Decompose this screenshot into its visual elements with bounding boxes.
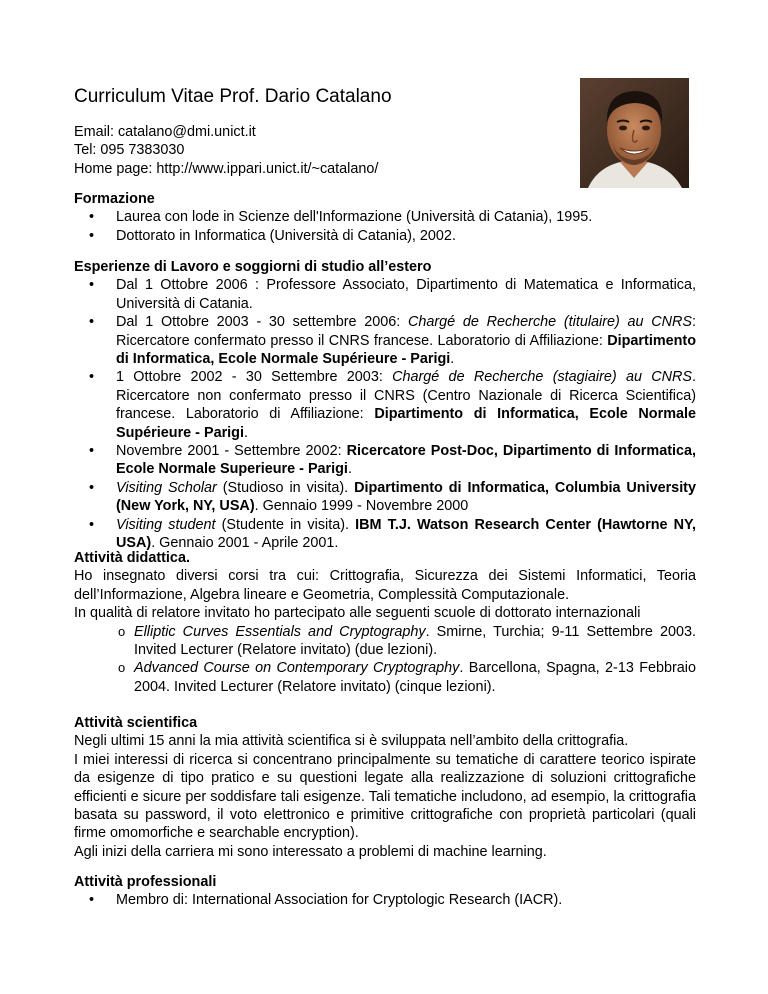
list-item [74,313,696,368]
formazione-list [74,208,696,245]
list-item [74,479,696,516]
text-run: Ricercatore Post-Doc, Dipartimento di Informatica, Ecole Normale Superieure - Parigi [116,443,696,478]
text-run: Elliptic Curves Essentials and Cryptography [134,623,426,640]
didattica-paragraph: Ho insegnato diversi corsi tra cui: Crittografia, Sicurezza dei Sistemi Informatici, Teoria dell’Informazione, Algebra lineare e Geometria, Complessità Computazionale. [74,568,696,603]
list-item [74,442,696,479]
esperienze-list [74,276,696,552]
text-run: 1 Ottobre 2002 - 30 Settembre 2003: [116,369,393,386]
text-run: Visiting Scholar [116,479,217,496]
didattica-heading: Attività didattica. [74,550,190,566]
text-run: Dal 1 Ottobre 2006 : Professore Associato, Dipartimento di Matematica e Informatica, Università di Catania. [116,277,696,312]
text-run: . Gennaio 1999 - Novembre 2000 [254,498,469,515]
text-run: . Gennaio 2001 - Aprile 2001. [151,535,339,552]
didattica-section [74,549,696,696]
list-item: • Laurea con lode in Scienze dell'Informazione (Università di Catania), 1995. [74,208,696,226]
esperienze-heading: Esperienze di Lavoro e soggiorni di studio all’estero [74,259,432,275]
list-item [74,659,696,696]
list-item [74,516,696,553]
scientifica-paragraph: Agli inizi della carriera mi sono interessato a problemi di machine learning. [74,843,547,860]
text-run: Novembre 2001 - Settembre 2002: [116,443,347,460]
scuole-list [74,623,696,697]
text-run: . [450,351,455,368]
text-run: (Studente in visita). [215,516,356,533]
list-item [74,276,696,313]
formazione-section [74,190,696,245]
didattica-intro: In qualità di relatore invitato ho partecipato alle seguenti scuole di dottorato internazionali [74,605,641,622]
professionali-list [74,891,696,909]
scientifica-section [74,714,696,861]
profile-photo [580,78,689,188]
text-run: Dal 1 Ottobre 2003 - 30 settembre 2006: [116,314,408,331]
text-run: (Studioso in visita). [216,479,355,496]
formazione-heading: Formazione [74,191,155,207]
email-line: Email: catalano@dmi.unict.it [74,124,256,140]
homepage-line: Home page: http://www.ippari.unict.it/~catalano/ [74,160,379,177]
text-run: . Smirne, Turchia; 9-11 Settembre 2003. Invited Lecturer (Relatore invitato) (due lezioni). [134,623,696,659]
contact-block [74,123,378,178]
scientifica-paragraph: I miei interessi di ricerca si concentrano principalmente su tematiche di carattere teorico ispirate da esigenze di tipo pratico e su questioni legate alla realizzazione di soluzioni crittografiche efficienti e sicure per soddisfare tali esigenze. Tali tematiche includono, ad esempio, la crittografia basata su password, il voto elettronico e primitive crittografiche con proprietà particolari (quali firme omomorfiche e searchable encryption). [74,751,696,842]
text-run: . [243,424,248,441]
text-run: Dipartimento di Informatica, Ecole Normale Supérieure - Parigi [116,406,696,441]
text-run: IBM T.J. Watson Research Center (Hawtorne NY, USA) [116,516,696,552]
text-run: . Ricercatore non confermato presso il CNRS (Centro Nazionale di Ricerca Scientifica) francese. Laboratorio di Affiliazione: [116,369,696,423]
text-run: Chargé de Recherche (stagiaire) au CNRS [392,369,692,386]
list-item: • Dottorato in Informatica (Università di Catania), 2002. [74,227,696,245]
phone-line: Tel: 095 7383030 [74,142,185,159]
scientifica-paragraph: Negli ultimi 15 anni la mia attività scientifica si è sviluppata nell’ambito della crittografia. [74,733,629,750]
text-run: Advanced Course on Contemporary Cryptography [134,660,460,677]
list-item [74,623,696,660]
text-run: Chargé de Recherche (titulaire) au CNRS [407,314,692,331]
list-item: • Membro di: International Association for Cryptologic Research (IACR). [74,891,696,909]
list-item [74,368,696,442]
text-run: : Ricercatore confermato presso il CNRS francese. Laboratorio di Affiliazione: [116,314,696,349]
professionali-heading: Attività professionali [74,874,217,890]
professionali-section [74,873,696,910]
text-run: Visiting student [116,516,216,533]
esperienze-section [74,258,696,553]
text-run: . [347,461,352,478]
text-run: Dipartimento di Informatica, Columbia University (New York, NY, USA) [116,479,696,515]
text-run: Dipartimento di Informatica, Ecole Normale Supérieure - Parigi [116,332,696,368]
page-title: Curriculum Vitae Prof. Dario Catalano [74,86,392,107]
scientifica-heading: Attività scientifica [74,715,198,731]
text-run: . Barcellona, Spagna, 2-13 Febbraio 2004. Invited Lecturer (Relatore invitato) (cinque lezioni). [134,660,696,695]
